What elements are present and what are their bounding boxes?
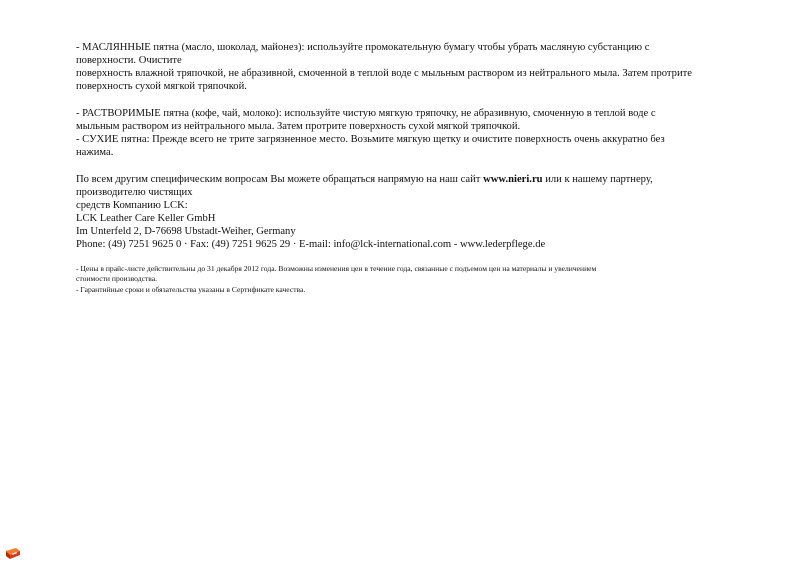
soluble-stains-line-2: мыльным раствором из нейтрального мыла. Затем протрите поверхность сухой мягкой тряпочкой.	[76, 121, 521, 132]
prices-note-line-2: стоимости производства.	[76, 274, 158, 283]
oily-stains-line-1: - МАСЛЯННЫЕ пятна (масло, шоколад, майонез): используйте промокательную бумагу чтобы убрать масляную субстанцию с	[76, 42, 650, 53]
company-name: LCK Leather Care Keller GmbH	[76, 213, 216, 224]
contact-partner-text: или к нашему партнеру,	[542, 174, 653, 185]
dry-stains-line-2: нажима.	[76, 147, 114, 158]
contact-line-2: производителю чистящих	[76, 187, 193, 198]
oily-stains-line-3: поверхность влажной тряпочкой, не абразивной, смоченной в теплой воде с мыльным раствором из нейтрального мыла. Затем протрите	[76, 68, 692, 79]
dry-stains-line-1: - СУХИЕ пятна: Прежде всего не трите загрязненное место. Возьмите мягкую щетку и очистите поверхность очень аккуратно без	[76, 134, 665, 145]
oily-stains-line-4: поверхность сухой мягкой тряпочкой.	[76, 81, 247, 92]
red-box-logo-icon	[4, 546, 22, 560]
warranty-note: - Гарантийные сроки и обязательства указаны в Сертификате качества.	[76, 285, 306, 294]
soluble-stains-line-1: - РАСТВОРИМЫЕ пятна (кофе, чай, молоко): используйте чистую мягкую тряпочку, не абразивную, смоченную в теплой воде с	[76, 108, 656, 119]
phone-fax-email-line: Phone: (49) 7251 9625 0 · Fax: (49) 7251 9625 29 · E-mail: info@lck-international.com - www.lederpflege.de	[76, 239, 546, 250]
site-link[interactable]: www.nieri.ru	[483, 174, 543, 185]
contact-line-3: средств Компанию LCK:	[76, 200, 188, 211]
contact-line-1	[76, 173, 653, 186]
company-address: Im Unterfeld 2, D-76698 Ubstadt-Weiher, Germany	[76, 226, 296, 237]
contact-intro-text: По всем другим специфическим вопросам Вы можете обращаться напрямую на наш сайт	[76, 174, 484, 185]
oily-stains-line-2: поверхности. Очистите	[76, 55, 182, 66]
prices-note-line-1: - Цены в прайс-листе действительны до 31 декабря 2012 года. Возможны изменения цен в течение года, связанные с подъемом цен на материалы и увеличением	[76, 264, 597, 273]
